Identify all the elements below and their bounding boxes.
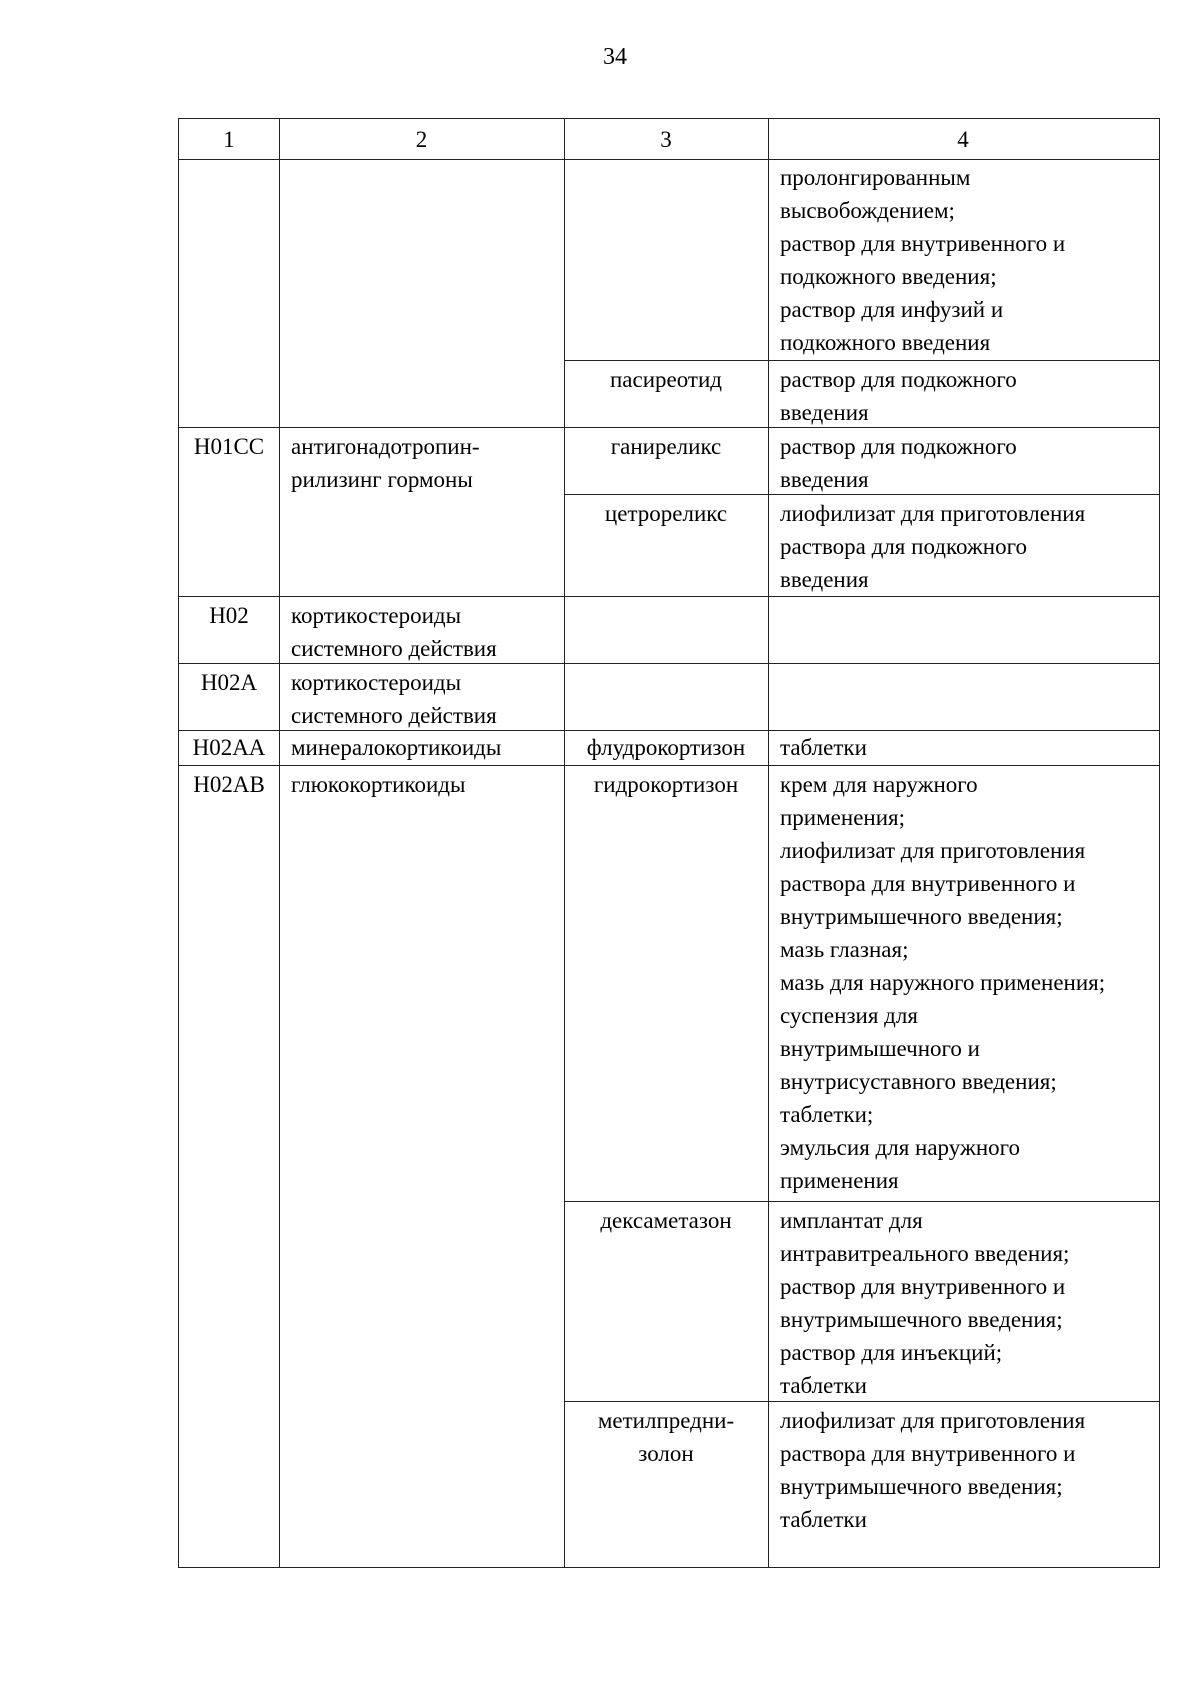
column-divider: [279, 119, 280, 1567]
row-5-code: H02A: [200, 670, 258, 695]
row-6-code: H02AA: [192, 735, 266, 760]
row-5-group: кортикостероиды системного действия: [291, 670, 497, 728]
row-1-form: раствор для подкожного введения: [780, 367, 1017, 425]
header-col-1: 1: [223, 127, 235, 152]
row-7-code: H02AB: [193, 772, 265, 797]
drug-table: [178, 118, 1160, 1568]
row-7-group: глюкокортикоиды: [291, 772, 466, 797]
row-8-form: имплантат для интравитреального введения; раствор для внутривенного и внутримышечного введения; раствор для инъекций; таблетки: [780, 1208, 1070, 1398]
row-7-name: гидрокортизон: [593, 772, 739, 797]
row-2-code: H01CC: [193, 434, 265, 459]
row-divider: [179, 596, 1159, 597]
row-divider: [179, 765, 1159, 766]
row-0-form: пролонгированным высвобождением; раствор для внутривенного и подкожного введения; раствор для инфузий и подкожного введения: [780, 165, 1066, 355]
row-divider: [179, 159, 1159, 160]
header-col-2: 2: [415, 127, 428, 152]
column-divider: [768, 119, 769, 1567]
row-3-name: цетрореликс: [604, 501, 728, 526]
row-1-name: пасиреотид: [609, 367, 722, 392]
header-col-3: 3: [660, 127, 672, 152]
row-3-form: лиофилизат для приготовления раствора для подкожного введения: [780, 501, 1086, 592]
row-2-form: раствор для подкожного введения: [780, 434, 1017, 492]
row-6-group: минералокортикоиды: [291, 735, 502, 760]
row-divider: [564, 360, 1159, 361]
row-7-form: крем для наружного применения; лиофилизат для приготовления раствора для внутривенного и внутримышечного введения; мазь глазная; мазь для наружного применения; суспензия для внутримышечного и внутрисуставного введения; таблетки; эмульсия для наружного применения: [780, 772, 1106, 1193]
row-4-group: кортикостероиды системного действия: [291, 603, 497, 661]
row-6-form: таблетки: [780, 735, 867, 760]
row-8-name: дексаметазон: [600, 1208, 732, 1233]
row-divider: [564, 1201, 1159, 1202]
row-9-name: метилпредни- золон: [597, 1408, 735, 1466]
row-6-name: флудрокортизон: [586, 735, 746, 760]
row-2-name: ганиреликс: [610, 434, 722, 459]
page-number: 34: [603, 44, 627, 70]
row-9-form: лиофилизат для приготовления раствора для внутривенного и внутримышечного введения; таблетки: [780, 1408, 1086, 1532]
header-col-4: 4: [957, 127, 969, 152]
row-2-group: антигонадотропин- рилизинг гормоны: [291, 434, 480, 492]
column-divider: [564, 119, 565, 1567]
row-4-code: H02: [209, 603, 249, 628]
